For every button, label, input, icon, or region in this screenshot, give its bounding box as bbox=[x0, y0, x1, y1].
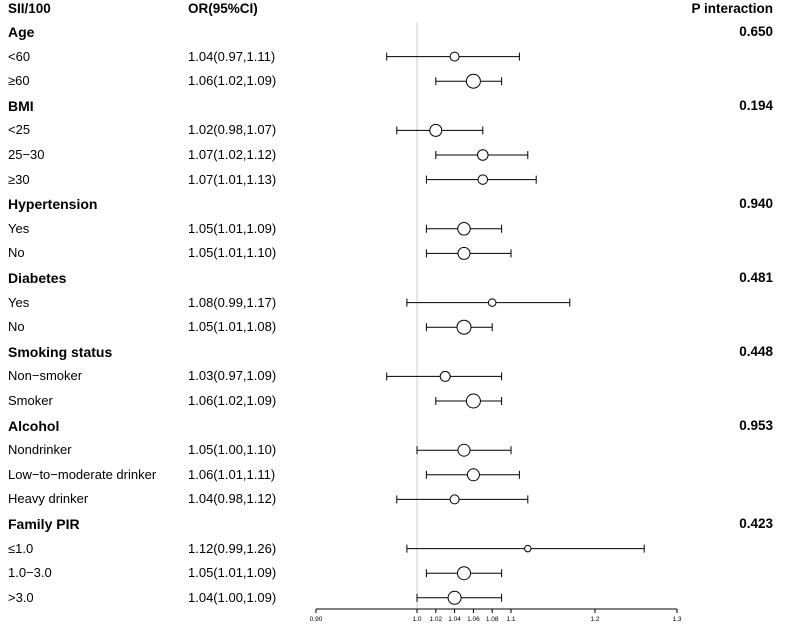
row-or-text: 1.05(1.01,1.09) bbox=[188, 565, 277, 581]
group-label: Hypertension bbox=[8, 196, 98, 213]
or-point bbox=[466, 394, 480, 408]
group-p-value: 0.953 bbox=[739, 417, 773, 433]
group-p-value: 0.194 bbox=[739, 97, 773, 113]
x-axis-tick-label: 1.06 bbox=[467, 616, 480, 623]
group-label: Diabetes bbox=[8, 270, 67, 286]
row-or-text: 1.04(0.98,1.12) bbox=[188, 491, 277, 507]
x-axis-tick-label: 0.90 bbox=[309, 616, 323, 623]
row-label: Nondrinker bbox=[8, 442, 72, 458]
group-label: Alcohol bbox=[8, 417, 60, 434]
row-or-text: 1.05(1.00,1.10) bbox=[188, 442, 277, 458]
x-axis-tick-label: 1.1 bbox=[506, 616, 516, 623]
or-point bbox=[458, 567, 471, 580]
or-point bbox=[458, 223, 471, 236]
row-or-text: 1.12(0.99,1.26) bbox=[188, 540, 277, 556]
row-or-text: 1.05(1.01,1.09) bbox=[188, 220, 277, 236]
row-label: ≥60 bbox=[8, 73, 30, 89]
or-point bbox=[458, 444, 470, 456]
or-point bbox=[458, 247, 470, 259]
row-or-text: 1.06(1.02,1.09) bbox=[188, 393, 277, 408]
header-p-interaction: P interaction bbox=[691, 1, 773, 16]
row-or-text: 1.07(1.01,1.13) bbox=[188, 171, 277, 187]
row-label: Low−to−moderate drinker bbox=[8, 466, 157, 482]
or-point bbox=[450, 495, 459, 504]
or-point bbox=[440, 371, 450, 381]
row-label: Heavy drinker bbox=[8, 491, 89, 507]
or-point bbox=[478, 175, 488, 185]
row-label: No bbox=[8, 245, 25, 261]
row-or-text: 1.03(0.97,1.09) bbox=[188, 368, 277, 384]
row-or-text: 1.05(1.01,1.08) bbox=[188, 319, 277, 335]
header-estimate: OR(95%CI) bbox=[188, 1, 258, 16]
row-or-text: 1.07(1.02,1.12) bbox=[188, 147, 277, 162]
row-or-text: 1.04(1.00,1.09) bbox=[188, 589, 277, 605]
group-p-value: 0.940 bbox=[739, 196, 773, 212]
group-label: BMI bbox=[8, 97, 34, 114]
or-point bbox=[448, 591, 461, 604]
row-label: Smoker bbox=[8, 393, 53, 408]
group-p-value: 0.448 bbox=[739, 343, 773, 359]
row-label: Yes bbox=[8, 220, 30, 236]
x-axis-tick-label: 1.0 bbox=[412, 616, 422, 623]
row-label: Yes bbox=[8, 294, 30, 310]
group-label: Age bbox=[8, 24, 35, 40]
group-p-value: 0.650 bbox=[739, 24, 773, 39]
x-axis-tick-label: 1.02 bbox=[429, 616, 443, 623]
group-label: Family PIR bbox=[8, 516, 80, 532]
or-point bbox=[525, 545, 532, 552]
row-label: <60 bbox=[8, 48, 31, 64]
row-label: ≥30 bbox=[8, 171, 30, 187]
or-point bbox=[478, 150, 489, 161]
x-axis-tick-label: 1.08 bbox=[485, 616, 499, 623]
row-label: 25−30 bbox=[8, 147, 45, 162]
or-point bbox=[467, 469, 479, 481]
x-axis-tick-label: 1.3 bbox=[672, 616, 682, 623]
x-axis-tick-label: 1.2 bbox=[590, 616, 600, 623]
or-point bbox=[466, 74, 480, 88]
row-label: 1.0−3.0 bbox=[8, 565, 52, 581]
row-label: Non−smoker bbox=[8, 368, 83, 384]
group-p-value: 0.423 bbox=[739, 516, 773, 531]
or-point bbox=[430, 124, 442, 136]
group-label: Smoking status bbox=[8, 343, 113, 360]
or-point bbox=[450, 52, 459, 61]
row-or-text: 1.06(1.02,1.09) bbox=[188, 73, 277, 89]
header-label: SII/100 bbox=[8, 1, 51, 16]
row-label: No bbox=[8, 319, 25, 335]
group-p-value: 0.481 bbox=[739, 270, 773, 285]
row-or-text: 1.08(0.99,1.17) bbox=[188, 294, 277, 310]
row-label: >3.0 bbox=[8, 589, 34, 605]
row-label: ≤1.0 bbox=[8, 540, 34, 556]
or-point bbox=[457, 320, 471, 334]
row-or-text: 1.02(0.98,1.07) bbox=[188, 122, 277, 138]
x-axis-tick-label: 1.04 bbox=[448, 616, 461, 623]
row-or-text: 1.06(1.01,1.11) bbox=[188, 466, 276, 482]
row-label: <25 bbox=[8, 122, 31, 138]
row-or-text: 1.04(0.97,1.11) bbox=[188, 48, 276, 64]
or-point bbox=[488, 299, 496, 307]
row-or-text: 1.05(1.01,1.10) bbox=[188, 245, 277, 261]
